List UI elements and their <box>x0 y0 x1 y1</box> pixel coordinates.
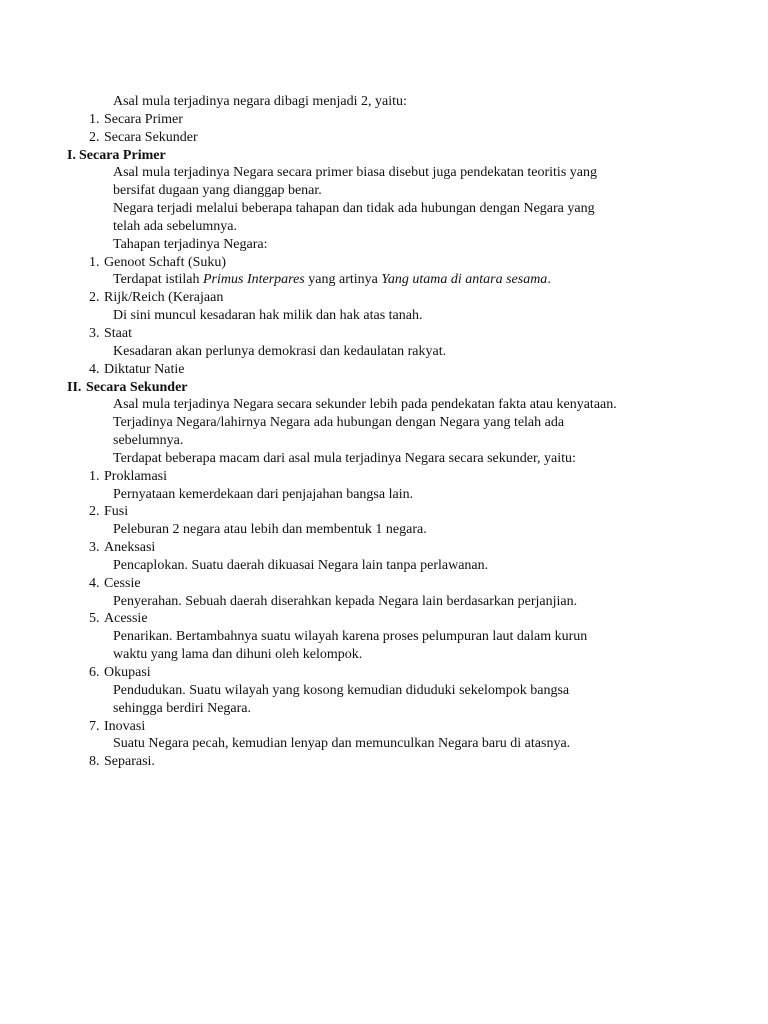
section-heading-sekunder <box>0 379 768 397</box>
list-item <box>0 289 768 307</box>
list-number: 1. <box>89 111 100 127</box>
list-number: 1. <box>89 254 100 270</box>
secondary-method-list <box>0 468 768 771</box>
paragraph-line: Tahapan terjadinya Negara: <box>113 236 268 252</box>
paragraph-line: telah ada sebelumnya. <box>113 218 238 234</box>
list-item-title: Genoot Schaft (Suku) <box>104 254 227 270</box>
list-item-description: Penyerahan. Sebuah daerah diserahkan kepada Negara lain berdasarkan perjanjian. <box>113 593 578 609</box>
list-item-title: Staat <box>104 325 132 341</box>
list-item-description: waktu yang lama dan dihuni oleh kelompok. <box>113 647 363 663</box>
list-item-title: Proklamasi <box>104 468 167 484</box>
list-item-title: Cessie <box>104 575 141 591</box>
overview-item <box>0 111 768 129</box>
paragraph-line: Negara terjadi melalui beberapa tahapan dan tidak ada hubungan dengan Negara yang <box>113 201 595 217</box>
list-item-title: Diktatur Natie <box>104 361 185 377</box>
list-item <box>0 468 768 486</box>
paragraph-line: Asal mula terjadinya Negara secara primer biasa disebut juga pendekatan teoritis yang <box>113 165 597 181</box>
list-item <box>0 325 768 343</box>
list-number: 3. <box>89 325 100 341</box>
list-item <box>0 610 768 628</box>
list-number: 3. <box>89 540 100 556</box>
list-number: 8. <box>89 754 100 770</box>
list-number: 4. <box>89 575 100 591</box>
paragraph-line: Asal mula terjadinya Negara secara sekunder lebih pada pendekatan fakta atau kenyataan. <box>113 397 617 413</box>
list-item <box>0 575 768 593</box>
section-number: I. <box>67 147 76 163</box>
section-title: Secara Sekunder <box>86 379 188 395</box>
list-item <box>0 361 768 379</box>
list-item-title: Separasi. <box>104 754 155 770</box>
section-heading-primer <box>0 147 768 165</box>
list-item-description: Pendudukan. Suatu wilayah yang kosong kemudian diduduki sekelompok bangsa <box>113 682 570 698</box>
list-item-description: sehingga berdiri Negara. <box>113 700 251 716</box>
desc-text: . <box>547 272 551 288</box>
list-item-description: Kesadaran akan perlunya demokrasi dan kedaulatan rakyat. <box>113 343 447 359</box>
list-item-description: Pencaplokan. Suatu daerah dikuasai Negara lain tanpa perlawanan. <box>113 557 489 573</box>
list-item <box>0 503 768 521</box>
list-item-title: Acessie <box>104 611 148 627</box>
list-item-title: Rijk/Reich (Kerajaan <box>104 290 224 306</box>
desc-meaning-italic: Yang utama di antara sesama <box>381 272 548 288</box>
list-item-title: Okupasi <box>104 665 151 680</box>
list-number: 2. <box>89 504 100 520</box>
overview-item <box>0 129 768 147</box>
list-item-title: Inovasi <box>104 718 146 734</box>
list-number: 2. <box>89 129 100 145</box>
paragraph-line: Terjadinya Negara/lahirnya Negara ada hubungan dengan Negara yang telah ada <box>113 415 565 431</box>
list-number: 5. <box>89 611 100 627</box>
list-number: 2. <box>89 290 100 306</box>
list-item-description: Di sini muncul kesadaran hak milik dan hak atas tanah. <box>113 308 423 324</box>
list-item-title: Fusi <box>104 504 129 520</box>
list-item <box>0 718 768 736</box>
list-item-description: Pernyataan kemerdekaan dari penjajahan bangsa lain. <box>113 486 414 502</box>
desc-text: Terdapat istilah <box>113 272 203 288</box>
list-item-text: Secara Sekunder <box>104 129 198 145</box>
list-item <box>0 753 768 771</box>
list-number: 6. <box>89 665 100 680</box>
list-number: 7. <box>89 718 100 734</box>
paragraph-line: bersifat dugaan yang dianggap benar. <box>113 183 322 199</box>
list-item-description: Suatu Negara pecah, kemudian lenyap dan memunculkan Negara baru di atasnya. <box>113 736 571 752</box>
section-title: Secara Primer <box>79 147 166 163</box>
list-item <box>0 539 768 557</box>
desc-term-italic: Primus Interpares <box>203 272 305 288</box>
list-item <box>0 664 768 682</box>
list-item-description: Peleburan 2 negara atau lebih dan membentuk 1 negara. <box>113 522 427 538</box>
list-item <box>0 254 768 272</box>
document-body <box>0 93 768 771</box>
list-item-title: Aneksasi <box>104 540 156 556</box>
list-number: 1. <box>89 468 100 484</box>
paragraph-line: sebelumnya. <box>113 433 184 449</box>
list-item-description <box>0 271 768 289</box>
paragraph-line: Terdapat beberapa macam dari asal mula terjadinya Negara secara sekunder, yaitu: <box>113 450 576 466</box>
list-item-description: Penarikan. Bertambahnya suatu wilayah karena proses pelumpuran laut dalam kurun <box>113 629 588 645</box>
list-number: 4. <box>89 361 100 377</box>
section-number: II. <box>67 379 82 395</box>
intro-text: Asal mula terjadinya negara dibagi menjadi 2, yaitu: <box>113 94 407 109</box>
desc-text: yang artinya <box>304 272 382 288</box>
list-item-text: Secara Primer <box>104 111 183 127</box>
